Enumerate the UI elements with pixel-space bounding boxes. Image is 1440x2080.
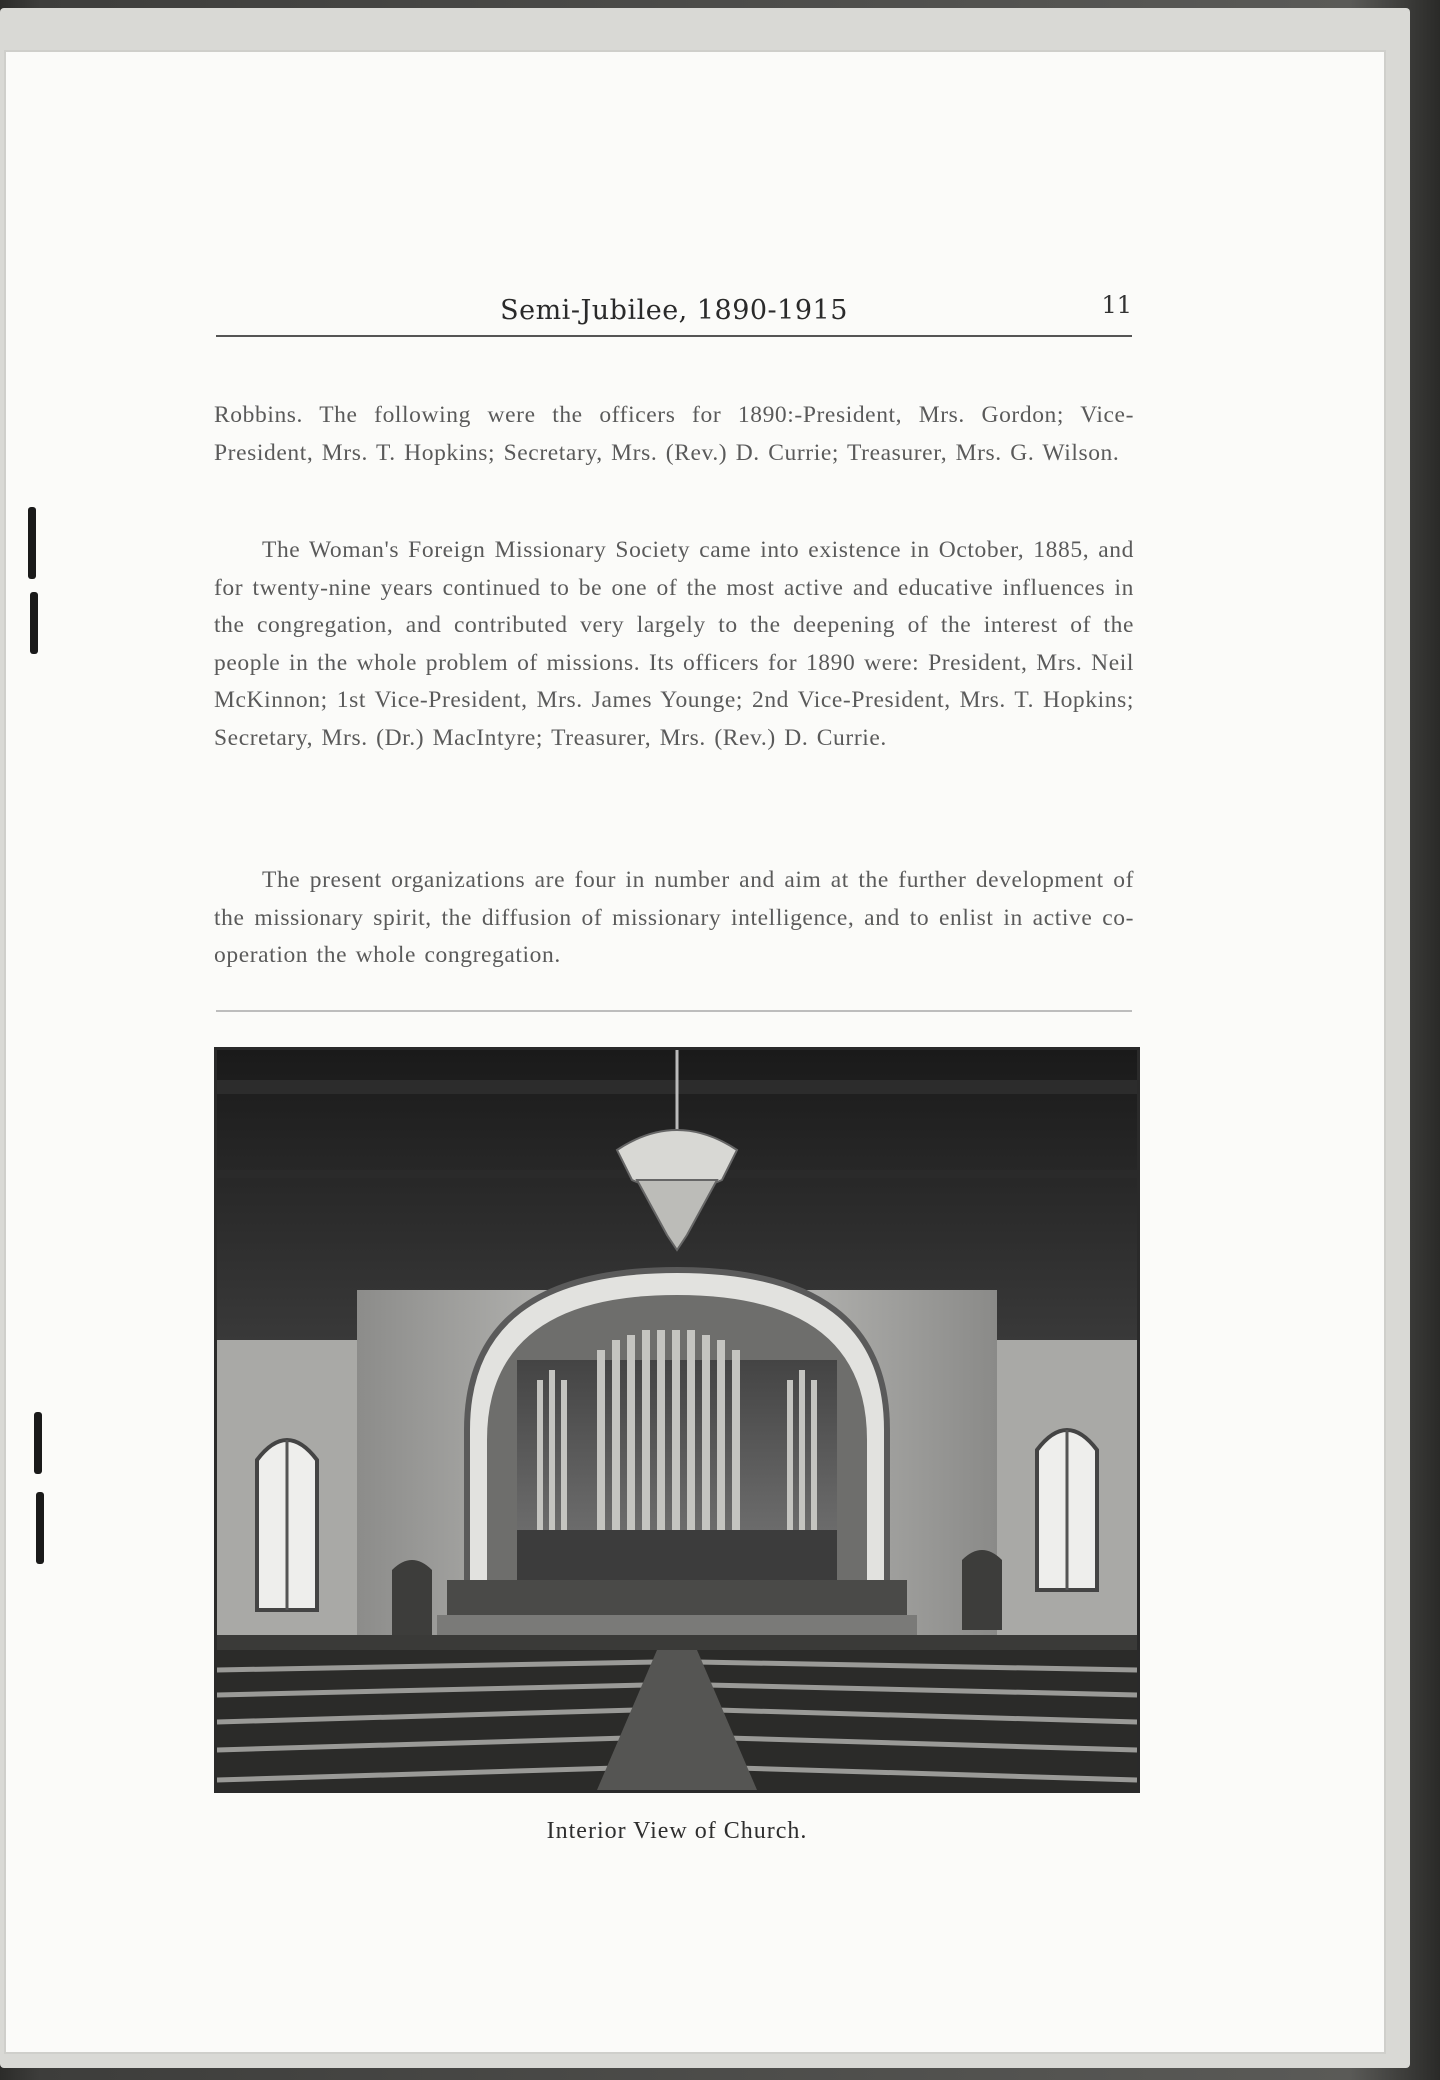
figure-caption: Interior View of Church.: [546, 1818, 808, 1844]
paragraph: The Woman's Foreign Missionary Society came into existence in October, 1885, and for twenty-nine years continued to be one of the most active and educative influences in the congregation, and contributed very largely to the deepening of the interest of the people in the whole problem of missions. Its officers for 1890 were: President, Mrs. Neil McKinnon; 1st Vice-President, Mrs. James Younge; 2nd Vice-President, Mrs. T. Hopkins; Secretary, Mrs. (Dr.) MacIntyre; Treasurer, Mrs. (Rev.) D. Currie.: [214, 537, 1134, 751]
binding-mark: [34, 1412, 42, 1474]
section-rule: [216, 1010, 1132, 1012]
binding-mark: [28, 507, 36, 579]
church-interior-photo: [214, 1047, 1140, 1793]
page-number: 11: [1101, 291, 1132, 319]
running-head: [216, 291, 1132, 337]
paragraph: Robbins. The following were the officers for 1890:-President, Mrs. Gordon; Vice-President, Mrs. T. Hopkins; Secretary, Mrs. (Rev.) D. Currie; Treasurer, Mrs. G. Wilson.: [214, 402, 1134, 466]
binding-mark: [36, 1492, 44, 1564]
paragraph: The present organizations are four in number and aim at the further development of the missionary spirit, the diffusion of missionary intelligence, and to enlist in active co-operation the whole congregation.: [214, 867, 1134, 968]
running-title: Semi-Jubilee, 1890-1915: [500, 295, 848, 326]
binding-mark: [30, 592, 38, 654]
